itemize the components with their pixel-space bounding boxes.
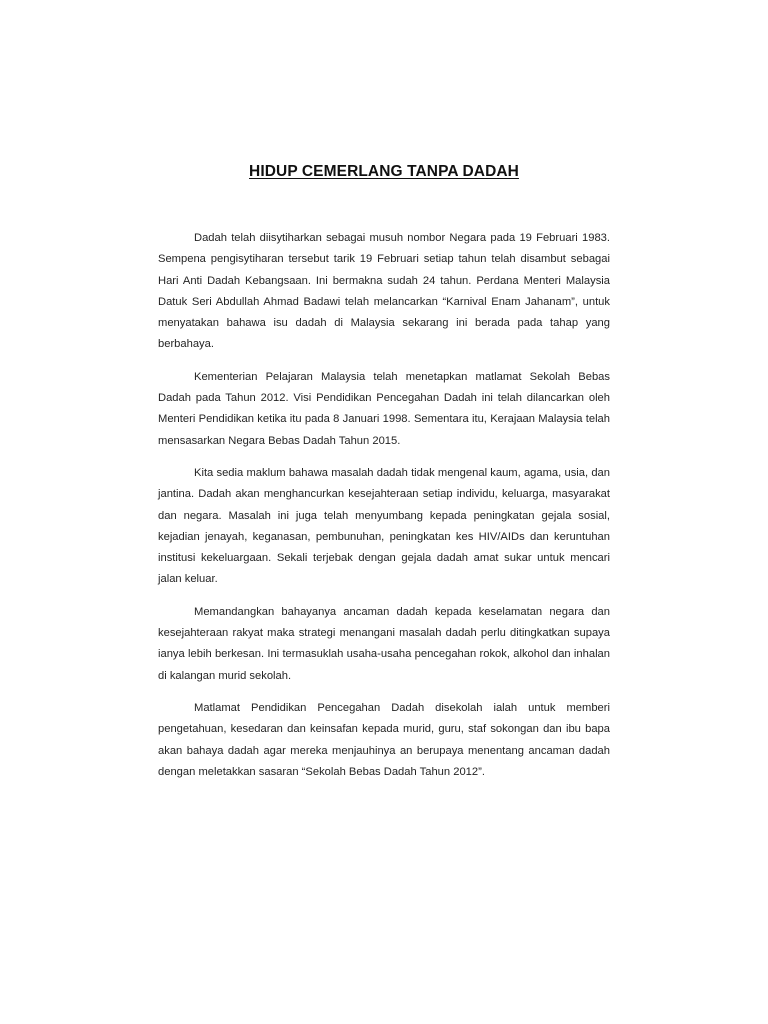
paragraph-3: Kita sedia maklum bahawa masalah dadah tidak mengenal kaum, agama, usia, dan jantina. Dadah akan menghancurkan kesejahteraan setiap individu, keluarga, masyarakat dan negara. Masalah ini juga telah menyumbang kepada peningkatan gejala sosial, kejadian jenayah, keganasan, pembunuhan, peningkatan kes HIV/AIDs dan keruntuhan institusi kekeluargaan. Sekali terjebak dengan gejala dadah amat sukar untuk mencari jalan keluar. xyxy=(158,466,610,586)
document-body xyxy=(158,228,610,794)
paragraph-1: Dadah telah diisytiharkan sebagai musuh nombor Negara pada 19 Februari 1983. Sempena pengisytiharan tersebut tarik 19 Februari setiap tahun telah disambut sebagai Hari Anti Dadah Kebangsaan. Ini bermakna sudah 24 tahun. Perdana Menteri Malaysia Datuk Seri Abdullah Ahmad Badawi telah melancarkan “Karnival Enam Jahanam”, untuk menyatakan bahawa isu dadah di Malaysia sekarang ini berada pada tahap yang berbahaya. xyxy=(158,232,610,351)
paragraph-2: Kementerian Pelajaran Malaysia telah menetapkan matlamat Sekolah Bebas Dadah pada Tahun 2012. Visi Pendidikan Pencegahan Dadah ini telah dilancarkan oleh Menteri Pendidikan ketika itu pada 8 Januari 1998. Sementara itu, Kerajaan Malaysia telah mensasarkan Negara Bebas Dadah Tahun 2015. xyxy=(158,370,610,447)
document-title: HIDUP CEMERLANG TANPA DADAH xyxy=(249,163,519,180)
paragraph-5: Matlamat Pendidikan Pencegahan Dadah disekolah ialah untuk memberi pengetahuan, kesedaran dan keinsafan kepada murid, guru, staf sokongan dan ibu bapa akan bahaya dadah agar mereka menjauhinya an berupaya menentang ancaman dadah dengan meletakkan sasaran “Sekolah Bebas Dadah Tahun 2012”. xyxy=(158,701,610,778)
paragraph-4: Memandangkan bahayanya ancaman dadah kepada keselamatan negara dan kesejahteraan rakyat maka strategi menangani masalah dadah perlu ditingkatkan supaya ianya lebih berkesan. Ini termasuklah usaha-usaha pencegahan rokok, alkohol dan inhalan di kalangan murid sekolah. xyxy=(158,605,610,682)
